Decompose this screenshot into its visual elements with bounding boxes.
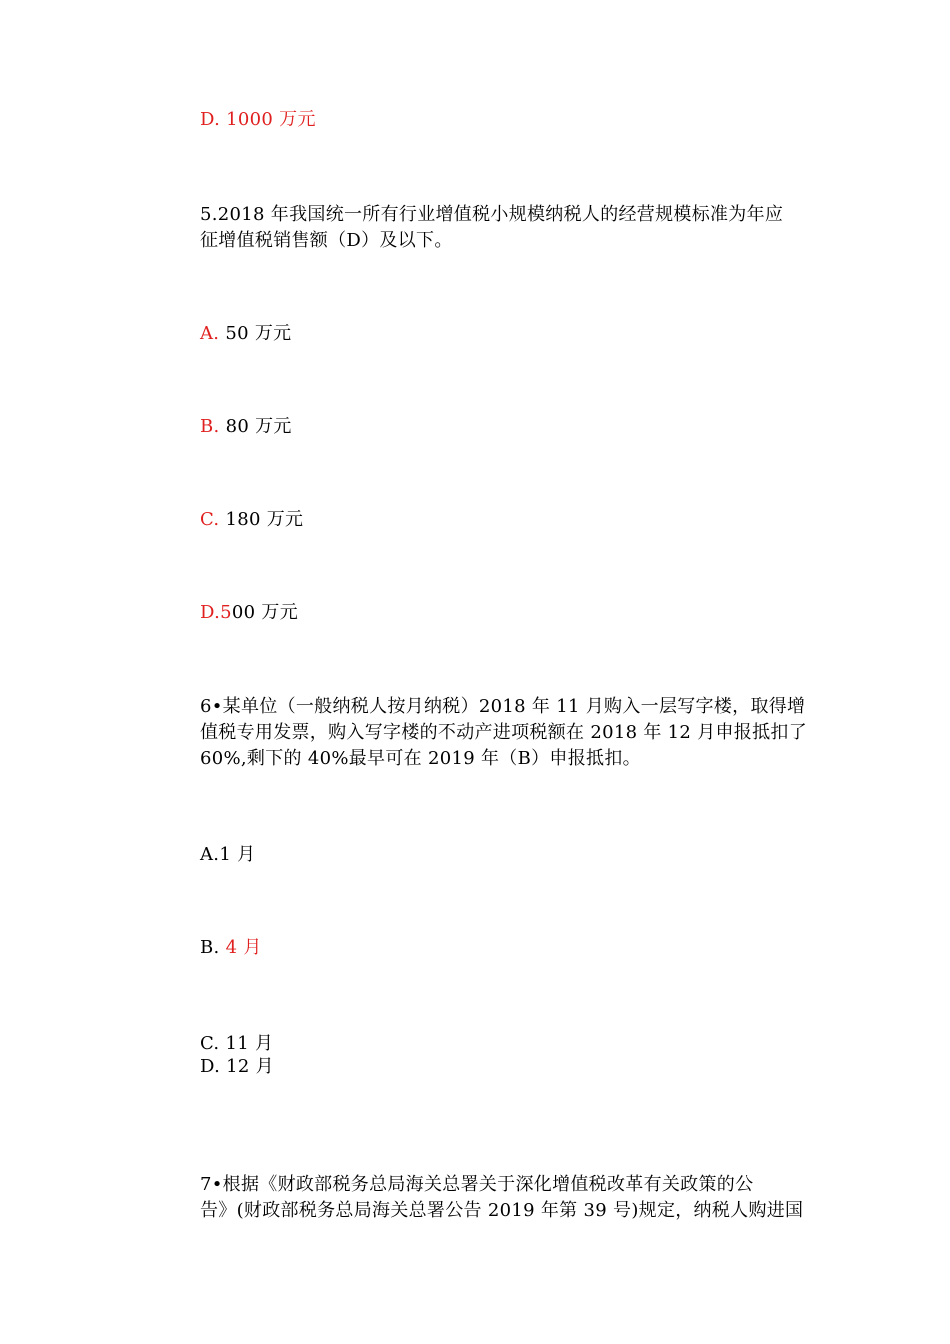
q6-option-a (200, 843, 255, 867)
q6-option-c-text: C. 11 月 (200, 1033, 274, 1054)
q6-option-b-letter: B. (200, 937, 220, 958)
q5-option-a-letter: A. (200, 323, 220, 344)
q5-option-d-red-digit: 5 (220, 602, 232, 623)
q6-option-b-text: 4 月 (225, 937, 262, 958)
q6-question-line-2: 值税专用发票，购入写字楼的不动产进项税额在 2018 年 12 月申报抵扣了 (200, 722, 807, 743)
q6-question-line-1: 6•某单位（一般纳税人按月纳税）2018 年 11 月购入一层写字楼，取得增 (200, 696, 806, 717)
q5-option-b-text: 80 万元 (225, 416, 292, 437)
q5-option-a (200, 322, 292, 346)
q5-option-b-letter: B. (200, 416, 220, 437)
q5-question-line-1: 5.2018 年我国统一所有行业增值税小规模纳税人的经营规模标准为年应 (200, 204, 784, 225)
q6-option-d-text: D. 12 月 (200, 1056, 274, 1077)
q6-option-c (200, 1032, 273, 1056)
q6-question (200, 694, 820, 772)
q4-option-d-letter: D. (200, 109, 221, 130)
q5-question-line-2: 征增值税销售额（D）及以下。 (200, 230, 453, 251)
q7-question-line-2: 告》(财政部税务总局海关总署公告 2019 年第 39 号)规定，纳税人购进国 (200, 1200, 804, 1221)
q6-option-d (200, 1055, 274, 1079)
q5-option-d-letter: D. (200, 602, 221, 623)
q5-question (200, 202, 820, 254)
q5-option-b (200, 415, 292, 439)
q5-option-c-letter: C. (200, 509, 220, 530)
q7-question-line-1: 7•根据《财政部税务总局海关总署关于深化增值税改革有关政策的公 (200, 1174, 754, 1195)
q5-option-c-text: 180 万元 (225, 509, 304, 530)
q6-option-a-text: A.1 月 (200, 844, 256, 865)
q6-question-line-3: 60%,剩下的 40%最早可在 2019 年（B）申报抵扣。 (200, 748, 641, 769)
q5-option-d (200, 601, 298, 625)
q5-option-c (200, 508, 303, 532)
q4-option-d-text: 1000 万元 (226, 109, 316, 130)
q6-option-b (200, 936, 262, 960)
q4-option-d (200, 108, 316, 132)
q5-option-a-text: 50 万元 (225, 323, 292, 344)
q5-option-d-rest: 00 万元 (231, 602, 299, 623)
q7-question (200, 1172, 820, 1224)
